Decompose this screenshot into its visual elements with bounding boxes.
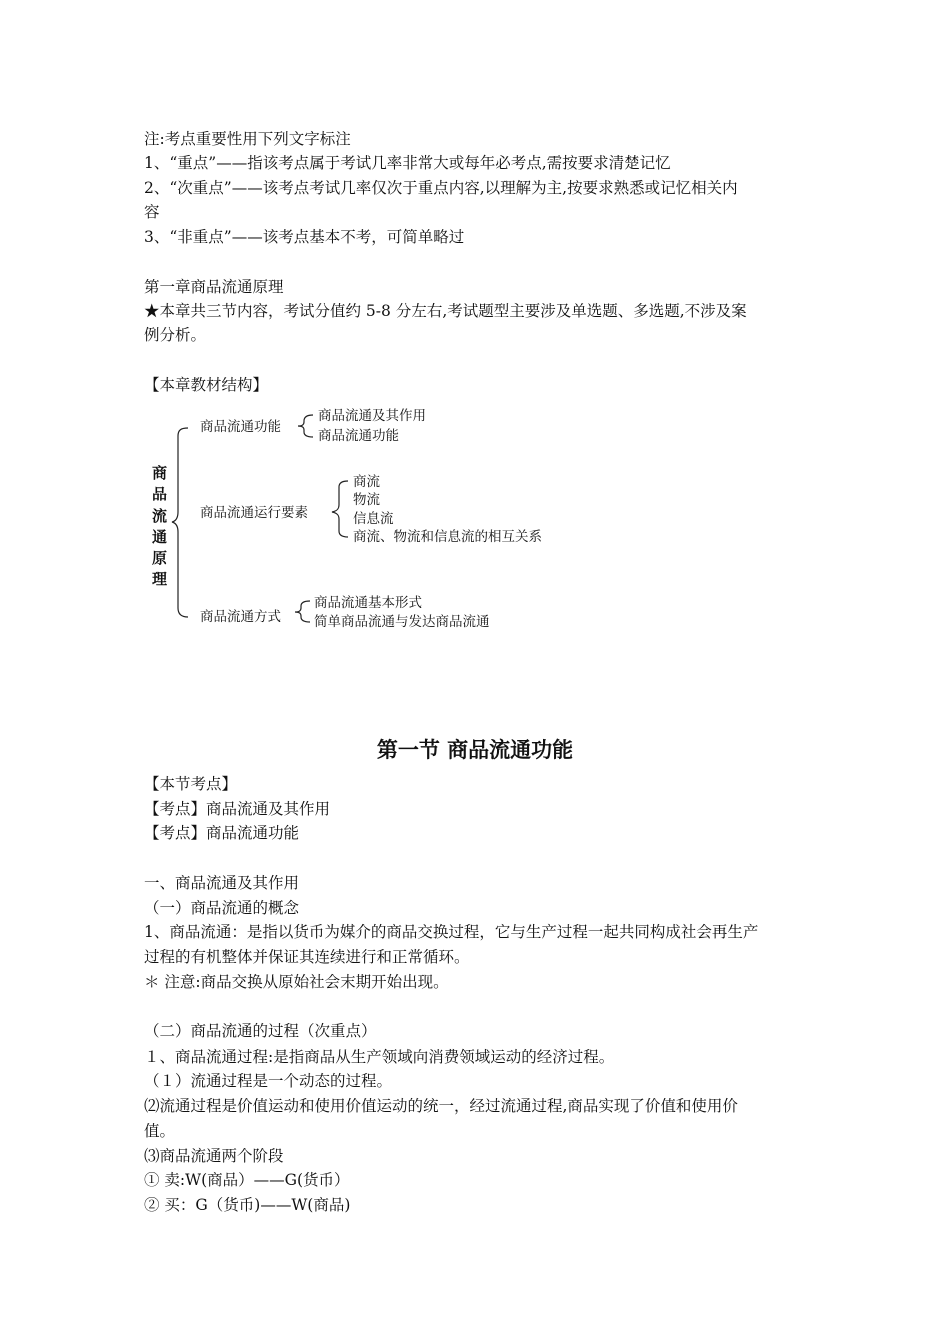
body-heading-1: 一、商品流通及其作用 <box>144 874 300 892</box>
section-points-label: 【本节考点】 <box>144 775 238 793</box>
section-point: 【考点】商品流通及其作用 <box>144 800 331 818</box>
root-char: 通 <box>152 528 168 546</box>
intro-item-1: 1、“重点”——指该考点属于考试几率非常大或每年必考点,需按要求清楚记忆 <box>144 154 671 172</box>
chapter-desc: ★本章共三节内容，考试分值约 5-8 分左右,考试题型主要涉及单选题、多选题,不涉及案 <box>144 302 747 320</box>
body-subheading: （一）商品流通的概念 <box>144 899 300 917</box>
intro-item-3: 3、“非重点”——该考点基本不考，可简单略过 <box>144 228 465 246</box>
body-list-item-cont: 值。 <box>144 1122 176 1140</box>
branch3-label: 商品流通方式 <box>200 609 281 625</box>
branch2-brace <box>332 481 348 537</box>
intro-note: 注:考点重要性用下列文字标注 <box>144 130 351 148</box>
root-brace <box>172 428 188 617</box>
branch2-item: 商流、物流和信息流的相互关系 <box>353 529 542 545</box>
branch1-item: 商品流通及其作用 <box>318 408 426 424</box>
intro-item-2: 2、“次重点”——该考点考试几率仅次于重点内容,以理解为主,按要求熟悉或记忆相关内 <box>144 179 738 197</box>
body-paragraph-cont: 过程的有机整体并保证其连续进行和正常循环。 <box>144 948 470 966</box>
section-heading: 第一节 商品流通功能 <box>376 738 574 762</box>
branch2-item: 商流 <box>353 474 380 490</box>
branch2-item: 物流 <box>353 492 380 508</box>
intro-item-2-cont: 容 <box>144 203 160 221</box>
branch2-label: 商品流通运行要素 <box>200 505 308 521</box>
root-char: 原 <box>152 549 168 567</box>
branch1-item: 商品流通功能 <box>318 428 399 444</box>
body-paragraph: 1、商品流通：是指以货币为媒介的商品交换过程，它与生产过程一起共同构成社会再生产 <box>144 923 759 941</box>
body-list-item: ⑵流通过程是价值运动和使用价值运动的统一，经过流通过程,商品实现了价值和使用价 <box>144 1097 738 1115</box>
body-subheading: （二）商品流通的过程（次重点） <box>144 1022 377 1040</box>
root-char: 商 <box>152 464 168 482</box>
chapter-desc-cont: 例分析。 <box>144 326 207 344</box>
body-sub-item: ① 卖:W(商品）——G(货币） <box>144 1171 350 1189</box>
root-char: 品 <box>152 485 168 503</box>
branch2-item: 信息流 <box>353 511 394 527</box>
body-list-item: ⑶商品流通两个阶段 <box>144 1147 284 1165</box>
chapter-title: 第一章商品流通原理 <box>144 278 284 296</box>
branch3-item: 简单商品流通与发达商品流通 <box>314 614 490 630</box>
root-char: 流 <box>152 507 168 525</box>
body-paragraph: １、商品流通过程:是指商品从生产领域向消费领域运动的经济过程。 <box>144 1048 615 1066</box>
root-char: 理 <box>152 570 168 588</box>
structure-label: 【本章教材结构】 <box>144 376 269 394</box>
body-list-item: （１）流通过程是一个动态的过程。 <box>144 1072 393 1090</box>
branch3-item: 商品流通基本形式 <box>314 595 422 611</box>
branch1-brace <box>298 415 313 437</box>
branch3-brace <box>295 601 310 622</box>
branch1-label: 商品流通功能 <box>200 419 281 435</box>
body-note: ＊ 注意:商品交换从原始社会末期开始出现。 <box>144 973 449 991</box>
body-sub-item: ② 买：G（货币)——W(商品) <box>144 1196 351 1214</box>
section-point: 【考点】商品流通功能 <box>144 824 300 842</box>
